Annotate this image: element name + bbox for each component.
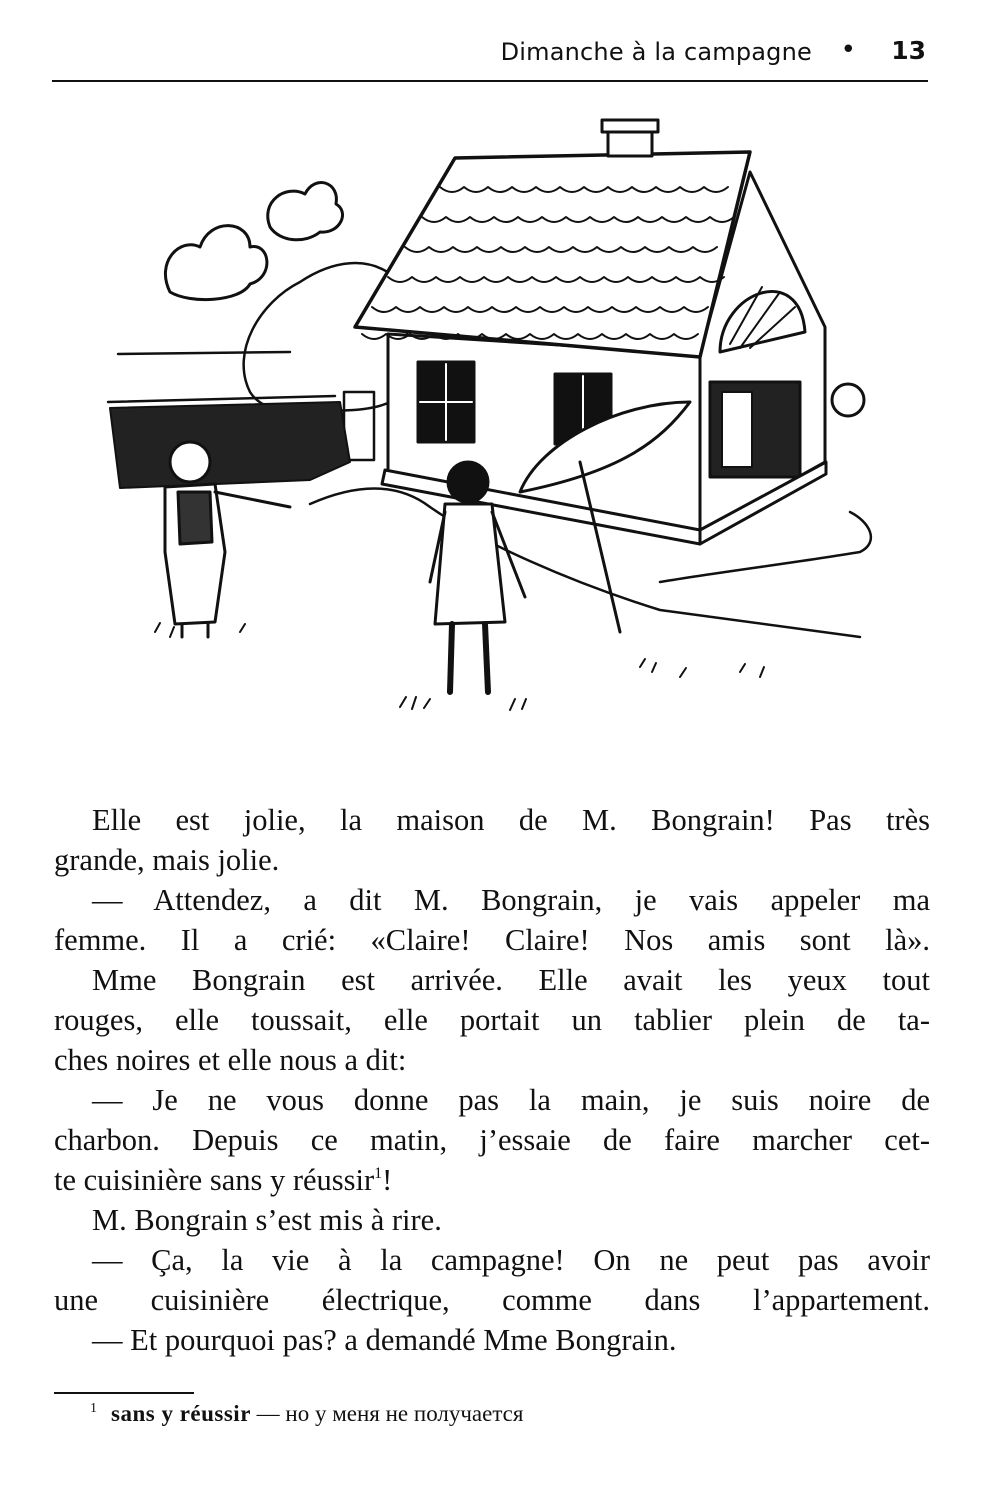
house-illustration	[100, 112, 880, 722]
chimney	[608, 130, 652, 156]
text-line: Mme Bongrain est arrivée. Elle avait les yeux tout	[92, 963, 930, 997]
footnote	[90, 1401, 523, 1427]
footnote-translation: — но у меня не получается	[250, 1401, 524, 1426]
text-line: charbon. Depuis ce matin, j’essaie de faire marcher cet-	[54, 1123, 930, 1157]
footnote-term: sans y réussir	[111, 1401, 251, 1426]
text-line-with-footnote	[54, 1160, 930, 1200]
text-line: grande, mais jolie.	[54, 843, 280, 877]
text-line-tail: !	[382, 1163, 393, 1197]
boy-face	[832, 384, 864, 416]
cloud-left	[165, 226, 267, 300]
chapter-title: Dimanche à la campagne	[500, 38, 812, 66]
text-line: — Je ne vous donne pas la main, je suis noire de	[92, 1083, 930, 1117]
text-line: ches noires et elle nous a dit:	[54, 1043, 407, 1077]
text-line: — Et pourquoi pas? a demandé Mme Bongrain.	[92, 1323, 677, 1357]
text-line: — Attendez, a dit M. Bongrain, je vais appeler ma	[92, 883, 930, 917]
text-line-part: te cuisinière sans y réussir	[54, 1163, 375, 1197]
footnote-mark: 1	[90, 1401, 97, 1416]
text-line: une cuisinière électrique, comme dans l’appartement.	[54, 1283, 930, 1317]
running-header	[52, 30, 928, 80]
text-line: Elle est jolie, la maison de M. Bongrain! Pas très	[92, 803, 930, 837]
text-line: — Ça, la vie à la campagne! On ne peut pas avoir	[92, 1243, 930, 1277]
text-line: rouges, elle toussait, elle portait un tablier plein de ta-	[54, 1003, 930, 1037]
roof	[355, 152, 750, 357]
hedge	[110, 402, 350, 488]
page-number: 13	[891, 36, 926, 65]
header-rule	[52, 80, 928, 82]
cloud-right	[268, 183, 343, 240]
text-line: femme. Il a crié: «Claire! Claire! Nos amis sont là».	[54, 923, 930, 957]
body-text	[54, 800, 930, 1360]
grass-tufts	[155, 623, 764, 710]
footnote-reference: 1	[374, 1165, 383, 1182]
header-bullet: •	[840, 35, 856, 65]
text-line: M. Bongrain s’est mis à rire.	[92, 1203, 442, 1237]
footnote-rule	[54, 1392, 194, 1394]
